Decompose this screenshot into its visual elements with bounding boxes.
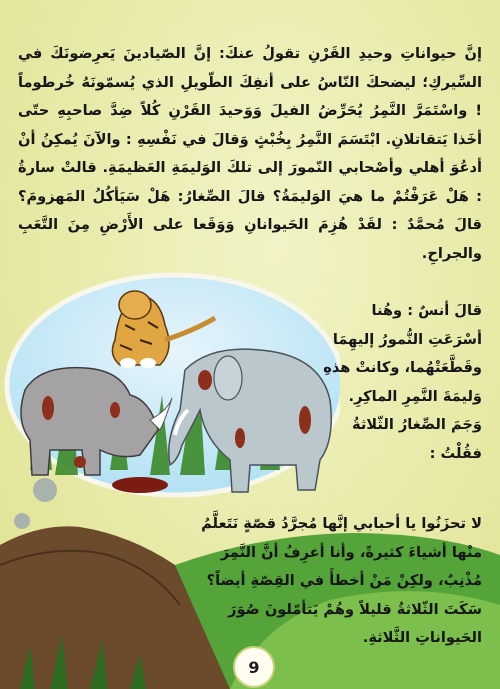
- story-paragraph-3: لا تحزَنُوا يا أحبابي إنَّها مُجرَّدُ قصّةٍ نَتَعلَّمُ منْها أشياءَ كثيرةً، وأنا أعرِفُ أنَّ النَّمِرَ مُذْنِبٌ، ولكِنْ مَنْ أخطأَ في القِصّةِ أيضاً؟ سَكَتَ الثّلاثةُ قليلاً وهُمْ يَتأمّلونَ صُوَرَ الحَيواناتِ الثَّلاثةِ.: [201, 515, 482, 646]
- story-illustration: [0, 270, 340, 530]
- story-paragraph-1: إنَّ حيواناتِ وحيدِ القَرْنِ تقولُ عنكَ: إنَّ الصّيادينَ يَعرِضونَكَ في السِّيركِ؛ ليضحكَ النّاسُ على أنفِكَ الطّويلِ الذي يُسمّونَهُ خُرطوماً ! واسْتَمَرَّ النَّمِرُ يُحَرِّضُ الفيلَ وَوَحيدَ القَرْنِ كُلاً ضِدَّ صاحبِهِ حتّى أخَذا يَتقاتلانِ. ابْتَسَمَ النَّمِرُ بِخُبْثٍ وَقالَ في نَفْسِهِ : والآنَ يُمكِنُ أنْ أدعُوَ أهلي وأصْحابي النّمورَ إلى تلكَ الوَليمَةِ العَظيمَةِ. قالتْ سارةُ : هَلْ عَرَفْتُمْ ما هيَ الوَليمَةُ؟ قالَ الصِّغارُ: هَلْ سَيَأكُلُ المَهزومَ؟ قالَ مُحمَّدٌ : لقَدْ هُزِمَ الحَيوانانِ وَوَقَعا على الأَرْضِ مِنَ التَّعَبِ والجراحِ.: [18, 45, 482, 262]
- story-paragraph-2: قالَ أنسٌ : وهُنا أسْرَعَتِ النُّمورُ إليهِمَا وقَطَّعَتْهُما، وكانتْ هذهِ وَليمَةَ النَّمِرِ الماكِرِ. وَجَمَ الصِّغارُ الثّلاثةُ فقُلْتُ :: [323, 302, 482, 462]
- page-number: 9: [233, 646, 275, 688]
